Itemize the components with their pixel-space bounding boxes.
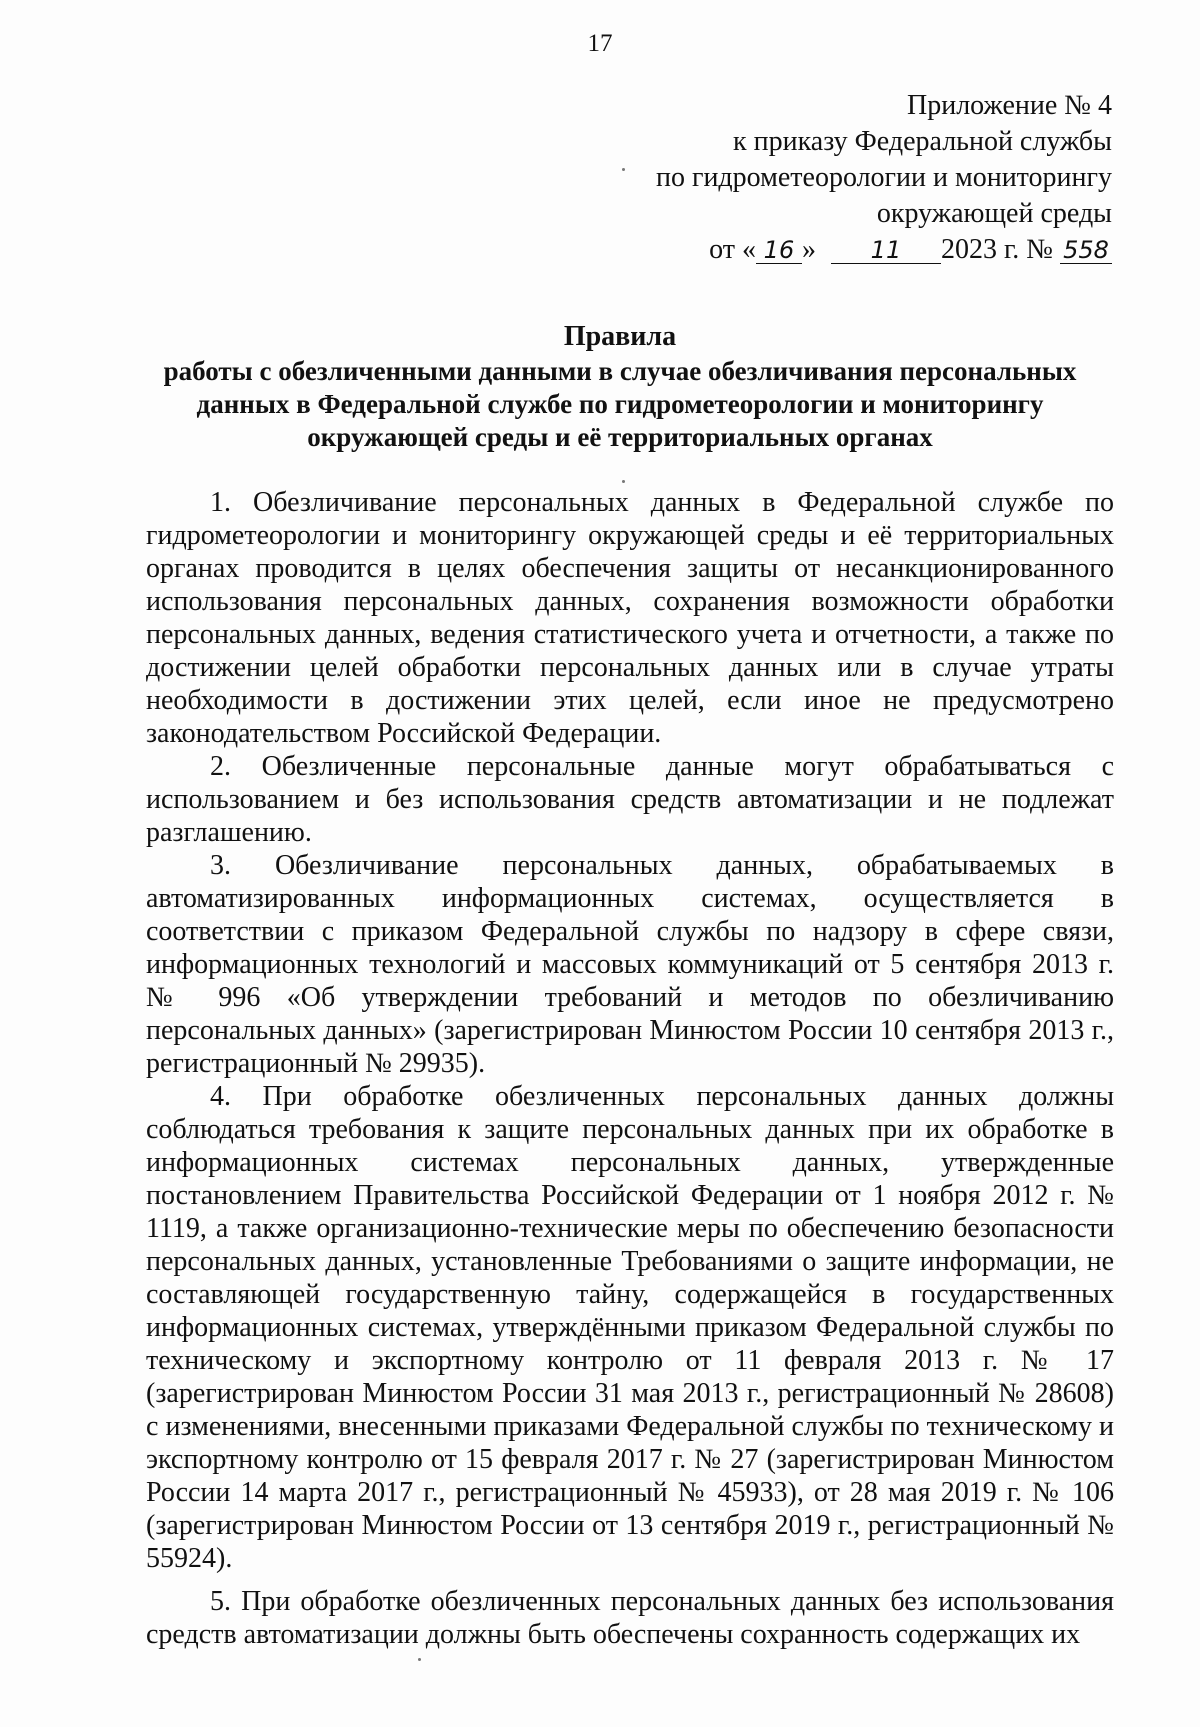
appendix-line-3: по гидрометеорологии и мониторингу	[655, 162, 1112, 193]
date-mid: »	[801, 234, 816, 265]
appendix-header	[552, 88, 1112, 268]
document-body	[146, 486, 1114, 1651]
appendix-line-2: к приказу Федеральной службы	[733, 126, 1112, 157]
appendix-line-4: окружающей среды	[876, 198, 1112, 229]
scan-artifact	[418, 1658, 421, 1661]
scan-artifact	[622, 480, 625, 483]
date-year: 2023 г. №	[940, 234, 1053, 265]
paragraph-3: 3. Обезличивание персональных данных, обрабатываемых в автоматизированных информационных системах, осуществляется в соответствии с приказом Федеральной службы по надзору в сфере связи, информационных технологий и массовых коммуникаций от 5 сентября 2013 г. № 996 «Об утверждении требований и методов по обезличиванию персональных данных» (зарегистрирован Минюстом России 10 сентября 2013 г., регистрационный № 29935).	[146, 850, 1114, 1079]
title-subheading: работы с обезличенными данными в случае обезличивания персональных данных в Федеральной службе по гидрометеорологии и мониторингу окружающей среды и её территориальных органах	[163, 356, 1077, 452]
handwritten-day: 16	[756, 237, 802, 264]
appendix-line-1: Приложение № 4	[907, 90, 1112, 121]
handwritten-order-number: 558	[1060, 237, 1112, 264]
paragraph-4: 4. При обработке обезличенных персональных данных должны соблюдаться требования к защите персональных данных при их обработке в информационных системах персональных данных, утвержденные постановлением Правительства Российской Федерации от 1 ноября 2012 г. № 1119, а также организационно-технические меры по обеспечению безопасности персональных данных, установленные Требованиями о защите информации, не составляющей государственную тайну, содержащейся в государственных информационных системах, утверждёнными приказом Федеральной службы по техническому и экспортному контролю от 11 февраля 2013 г. № 17 (зарегистрирован Минюстом России 31 мая 2013 г., регистрационный № 28608) с изменениями, внесенными приказами Федеральной службы по техническому и экспортному контролю от 15 февраля 2017 г. № 27 (зарегистрирован Минюстом России 14 марта 2017 г., регистрационный № 45933), от 28 мая 2019 г. № 106 (зарегистрирован Минюстом России от 13 сентября 2019 г., регистрационный № 55924).	[146, 1081, 1114, 1574]
page-number: 17	[587, 30, 613, 57]
paragraph-2: 2. Обезличенные персональные данные могут обрабатываться с использованием и без использования средств автоматизации и не подлежат разглашению.	[146, 751, 1114, 848]
scan-artifact	[622, 168, 625, 171]
order-date-line	[552, 232, 1112, 268]
document-title	[140, 320, 1100, 454]
paragraph-1: 1. Обезличивание персональных данных в Федеральной службе по гидрометеорологии и мониторингу окружающей среды и её территориальных органах проводится в целях обеспечения защиты от несанкционированного использования персональных данных, сохранения возможности обработки персональных данных, ведения статистического учета и отчетности, а также по достижении целей обработки персональных данных или в случае утраты необходимости в достижении этих целей, если иное не предусмотрено законодательством Российской Федерации.	[146, 487, 1114, 749]
date-prefix: от «	[709, 234, 756, 265]
title-heading: Правила	[563, 321, 677, 352]
handwritten-month: 11	[831, 237, 941, 264]
paragraph-5: 5. При обработке обезличенных персональных данных без использования средств автоматизации должны быть обеспечены сохранность содержащих их	[146, 1586, 1114, 1650]
